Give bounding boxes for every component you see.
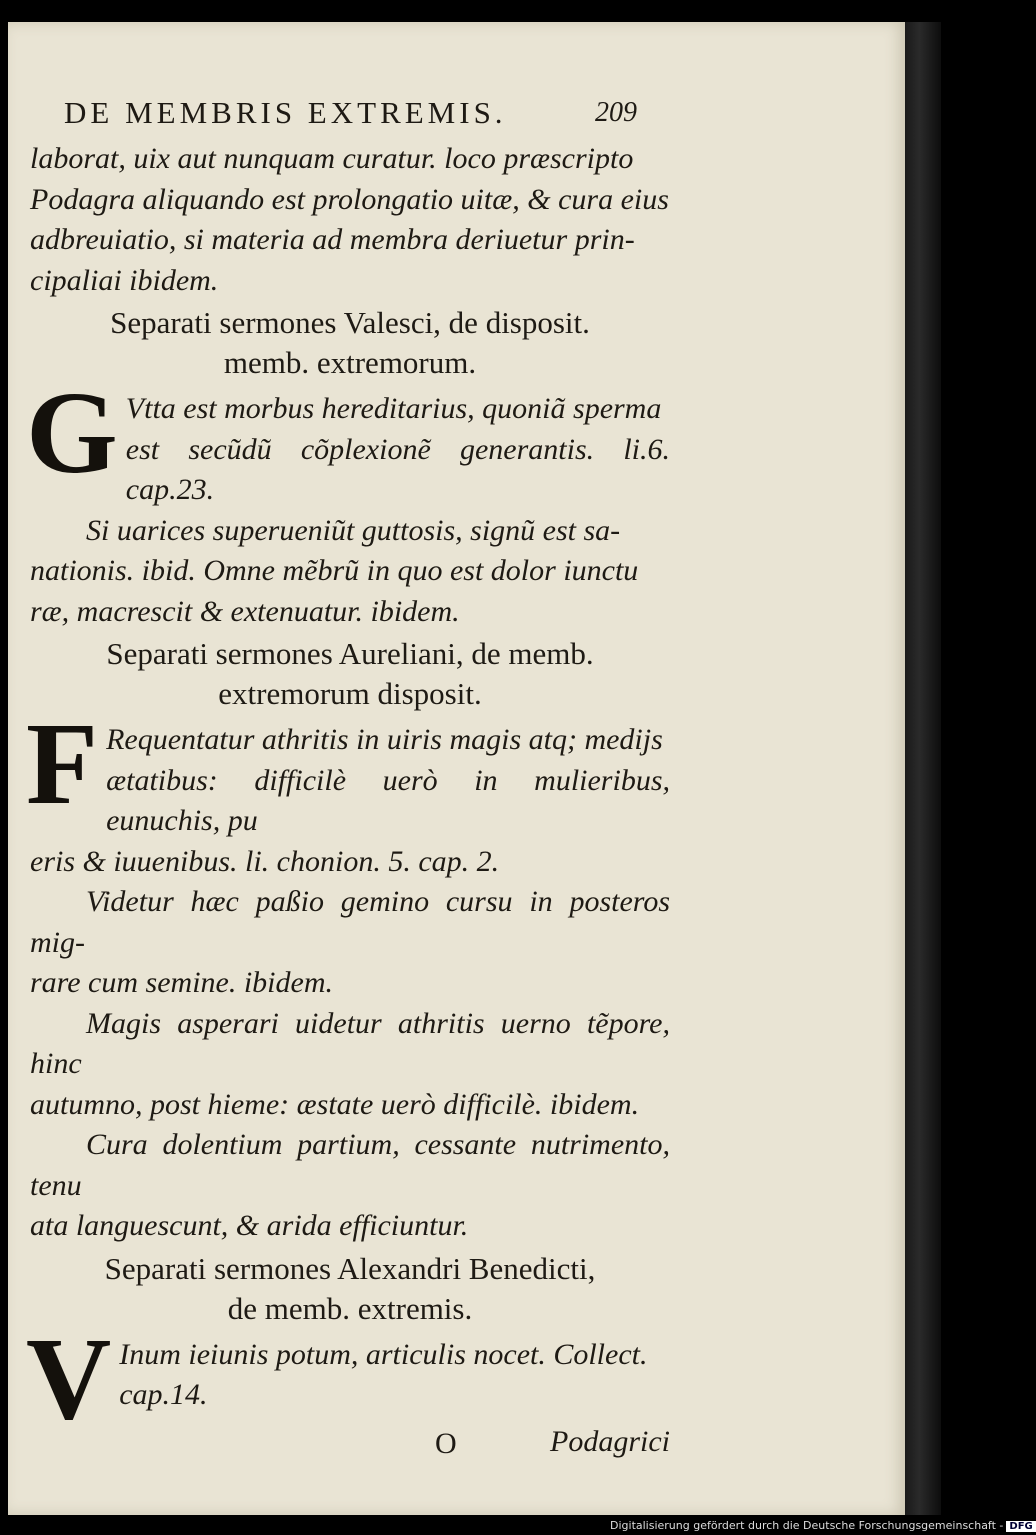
running-title: DE MEMBRIS EXTREMIS.: [64, 95, 507, 130]
text-line: Cura dolentium partium, cessante nutrimento, tenu: [30, 1128, 670, 1202]
paragraph: [26, 367, 670, 632]
text-line: Videtur hæc paßio gemino cursu in posteros mig-: [30, 885, 670, 959]
heading-line: Separati sermones Aureliani, de memb.: [106, 636, 594, 671]
heading-line: Separati sermones Valesci, de disposit.: [110, 305, 590, 340]
credit-text: Digitalisierung gefördert durch die Deutsche Forschungsgemeinschaft -: [610, 1519, 1004, 1532]
text-line: adbreuiatio, si materia ad membra deriuetur prin-: [30, 223, 635, 256]
page-text-block: [26, 95, 670, 1475]
section-heading: [30, 1249, 670, 1329]
text-line: nationis. ibid. Omne mẽbrũ in quo est dolor iunctu: [30, 554, 639, 587]
signature-mark: O: [435, 1426, 457, 1460]
section-heading: [30, 634, 670, 714]
section-valescus: [26, 303, 670, 632]
text-line: ata languescunt, & arida efficiuntur.: [30, 1209, 469, 1242]
text-line: ætatibus: difficilè uerò in mulieribus, eunuchis, pu: [106, 763, 670, 837]
paragraph: [26, 698, 670, 882]
text-line: Vtta est morbus hereditarius, quoniã sperma: [125, 392, 662, 425]
running-header: [30, 95, 670, 139]
text-line: Podagra aliquando est prolongatio uitæ, & cura eius: [30, 182, 669, 216]
text-line: Magis asperari uidetur athritis uerno tẽpore, hinc: [30, 1006, 670, 1080]
text-line: Si uarices superueniũt guttosis, signũ est sa-: [86, 513, 621, 547]
section-aurelianus: [26, 634, 670, 1247]
text-line: cipaliai ibidem.: [30, 263, 219, 297]
text-line: laborat, uix aut nunquam curatur. loco præscripto: [30, 142, 634, 175]
heading-line: extremorum disposit.: [218, 676, 482, 711]
page-edge: [905, 22, 941, 1515]
text-line: Requentatur athritis in uiris magis atq; medijs: [106, 723, 663, 756]
heading-line: de memb. extremis.: [227, 1290, 473, 1326]
text-line: est secũdũ cõplexionẽ generantis. li.6. cap.23.: [125, 432, 670, 506]
text-line: ræ, macrescit & extenuatur. ibidem.: [30, 594, 460, 628]
drop-cap: G: [26, 367, 118, 498]
digitization-credit: [610, 1519, 1036, 1532]
text-line: Inum ieiunis potum, articulis nocet. Collect.: [119, 1337, 648, 1371]
text-line: eris & iuuenibus. li. chonion. 5. cap. 2.: [30, 844, 500, 878]
text-line: rare cum semine. ibidem.: [30, 966, 333, 999]
dfg-logo: DFG: [1006, 1521, 1035, 1532]
catchline: [30, 1425, 670, 1475]
text-line: autumno, post hieme: æstate uerò difficilè. ibidem.: [30, 1087, 640, 1121]
intro-paragraph: [30, 139, 670, 301]
drop-cap: F: [26, 698, 99, 829]
section-heading: [30, 303, 670, 383]
heading-line: memb. extremorum.: [223, 345, 477, 380]
heading-line: Separati sermones Alexandri Benedicti,: [104, 1250, 596, 1286]
page-number: 209: [595, 97, 637, 128]
catchword: Podagrici: [550, 1424, 670, 1458]
text-line: cap.14.: [119, 1378, 208, 1411]
drop-cap: V: [26, 1312, 112, 1444]
